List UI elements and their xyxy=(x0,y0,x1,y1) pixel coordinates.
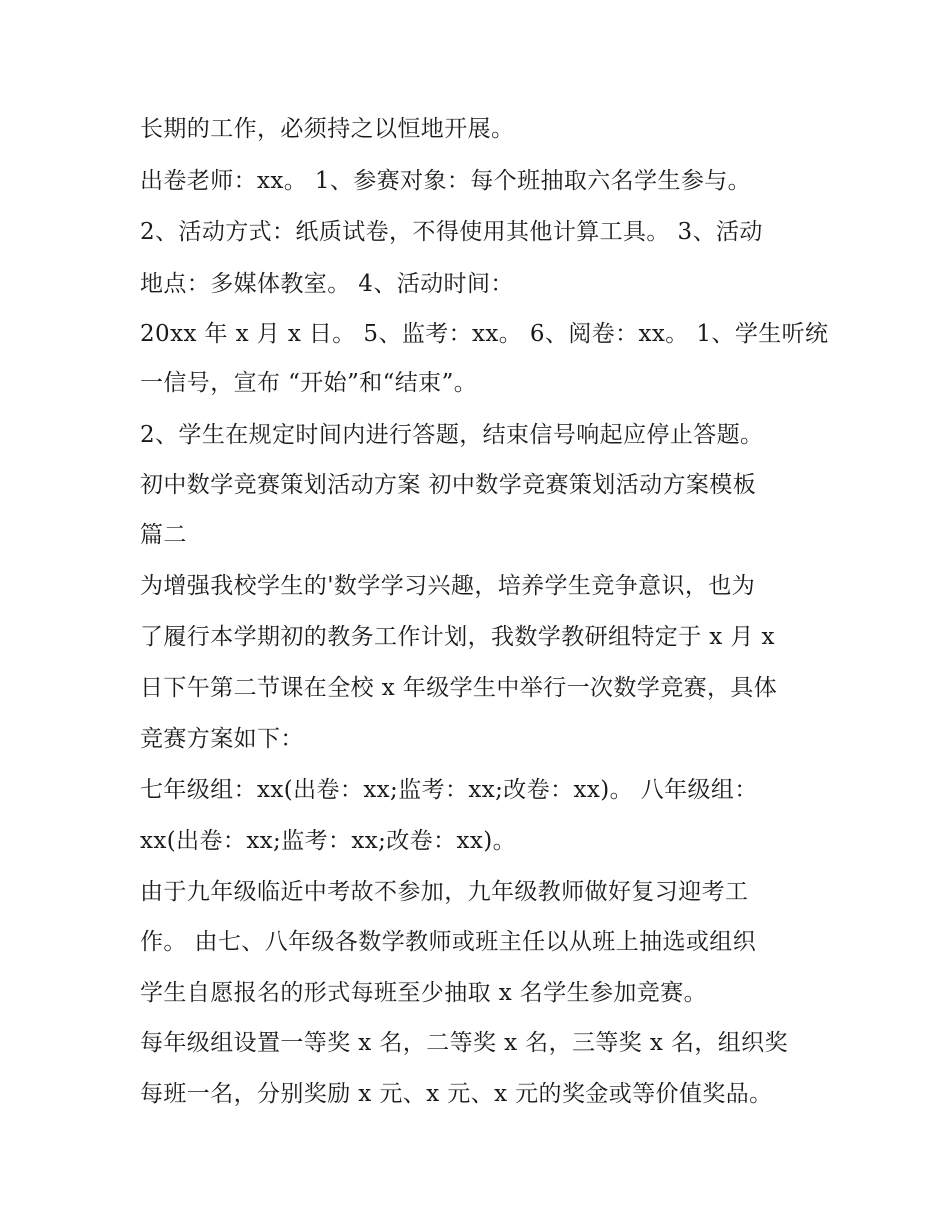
text-line: 出卷老师：xx。 1、参赛对象：每个班抽取六名学生参与。 xyxy=(140,168,752,194)
text-line: 每年级组设置一等奖 x 名，二等奖 x 名，三等奖 x 名，组织奖 xyxy=(140,1030,788,1056)
text-line: xx(出卷：xx;监考：xx;改卷：xx)。 xyxy=(140,828,517,854)
text-line: 为增强我校学生的'数学学习兴趣，培养学生竞争意识，也为 xyxy=(140,573,756,599)
text-line: 七年级组：xx(出卷：xx;监考：xx;改卷：xx)。 八年级组： xyxy=(140,777,758,803)
text-line: 2、学生在规定时间内进行答题，结束信号响起应停止答题。 xyxy=(140,422,764,448)
text-line: 篇二 xyxy=(140,522,187,548)
text-line: 长期的工作，必须持之以恒地开展。 xyxy=(140,116,515,142)
text-line: 每班一名，分别奖励 x 元、x 元、x 元的奖金或等价值奖品。 xyxy=(140,1081,773,1107)
text-line: 学生自愿报名的形式每班至少抽取 x 名学生参加竞赛。 xyxy=(140,980,707,1006)
text-line: 由于九年级临近中考故不参加，九年级教师做好复习迎考工 xyxy=(140,879,749,905)
text-line: 作。 由七、八年级各数学教师或班主任以从班上抽选或组织 xyxy=(140,929,757,955)
text-line: 20xx 年 x 月 x 日。 5、监考：xx。 6、阅卷：xx。 1、学生听统 xyxy=(140,321,829,347)
text-line: 日下午第二节课在全校 x 年级学生中举行一次数学竞赛，具体 xyxy=(140,675,778,701)
text-line: 2、活动方式：纸质试卷，不得使用其他计算工具。 3、活动 xyxy=(140,219,763,245)
text-line: 初中数学竞赛策划活动方案 初中数学竞赛策划活动方案模板 xyxy=(140,472,757,498)
text-line: 一信号，宣布 “开始”和“结束”。 xyxy=(140,370,478,396)
text-line: 竞赛方案如下： xyxy=(140,726,304,752)
text-line: 了履行本学期初的教务工作计划，我数学教研组特定于 x 月 x xyxy=(140,624,775,650)
text-line: 地点：多媒体教室。 4、活动时间： xyxy=(140,271,514,297)
